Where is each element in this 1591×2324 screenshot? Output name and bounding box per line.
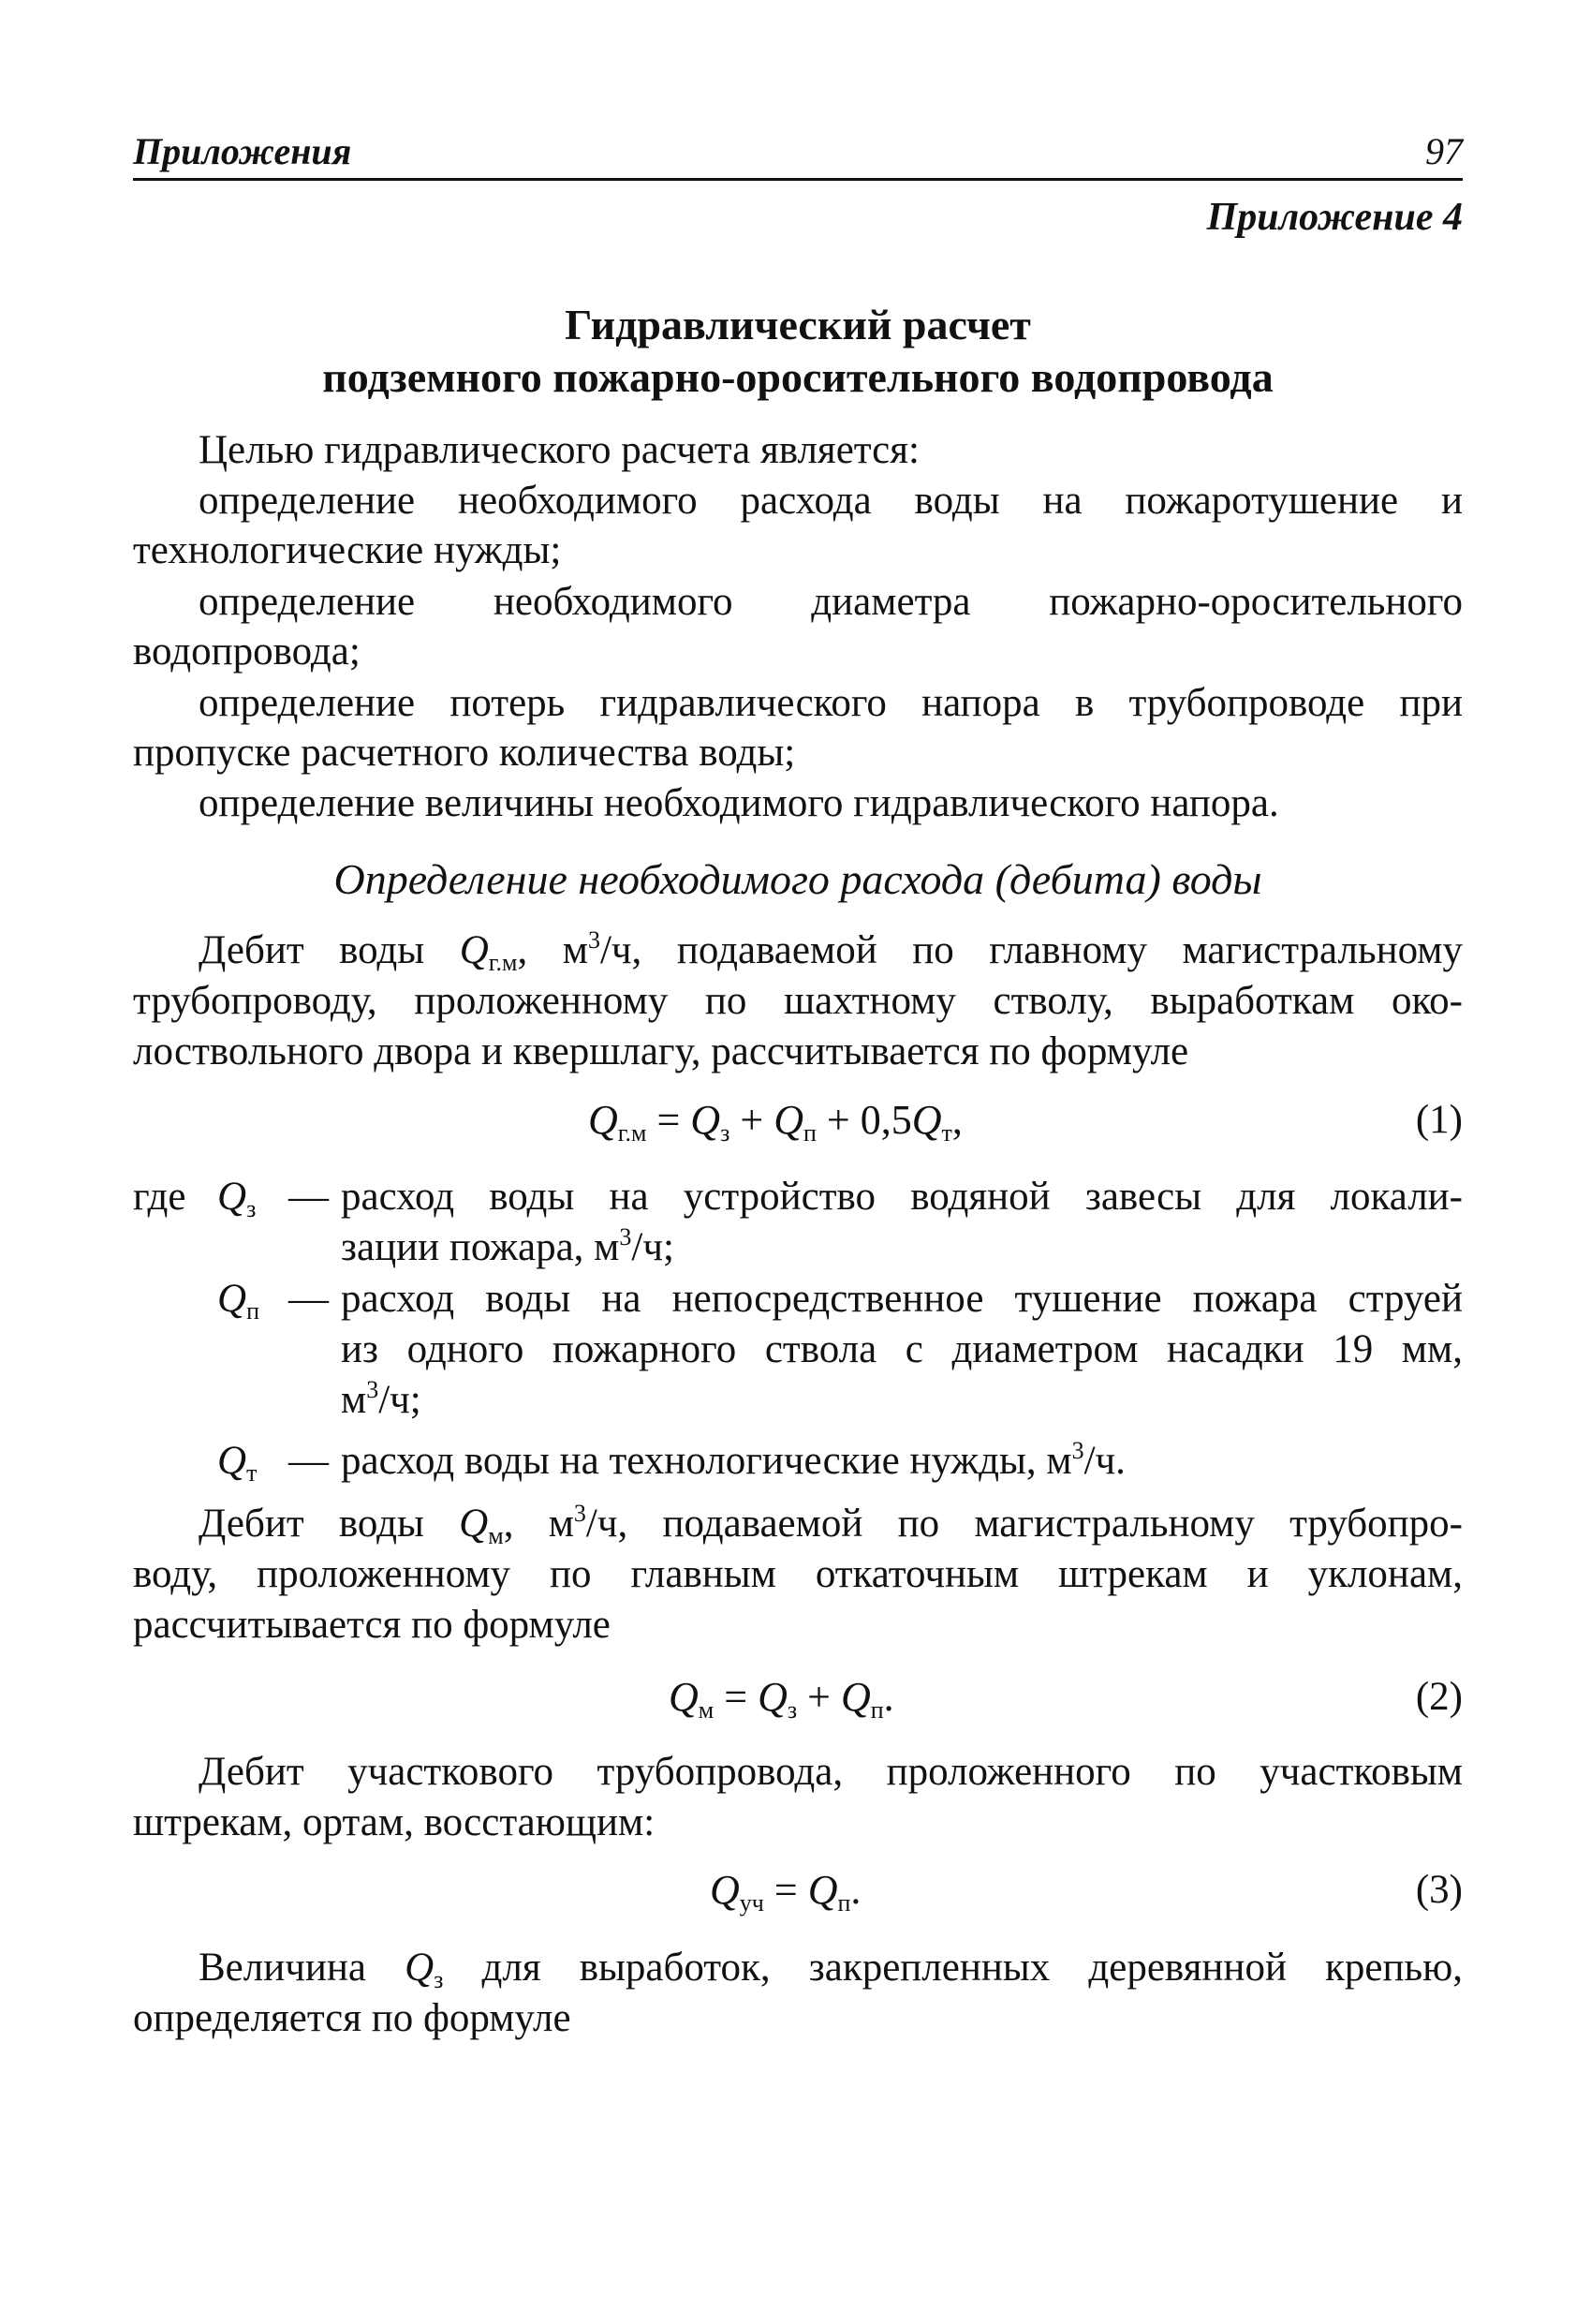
title-line-2: подземного пожарно-оросительного водопровода bbox=[322, 353, 1274, 401]
p1-line-2: трубопроводу, проложенному по шахтному стволу, выработкам око- bbox=[133, 979, 1463, 1023]
formula-3: $Q_{уч} = Q_п$. bbox=[710, 1867, 862, 1917]
symbol-qz: $Q_з$ bbox=[217, 1175, 257, 1222]
dash-qp: — bbox=[288, 1277, 329, 1321]
p1-line-1: Дебит воды $Q_{г.м}$, $м^3/ч$, подаваемой по главному магистральному bbox=[199, 926, 1463, 976]
intro-lead: Целью гидравлического расчета является: bbox=[199, 428, 920, 472]
page-number: 97 bbox=[1425, 130, 1463, 172]
intro-item-2-line-1: определение необходимого диаметра пожарно-оросительного bbox=[199, 580, 1463, 624]
title-line-1: Гидравлический расчет bbox=[565, 301, 1031, 348]
header-rule bbox=[133, 178, 1463, 181]
p2-line-2: воду, проложенному по главным откаточным штрекам и уклонам, bbox=[133, 1552, 1463, 1596]
appendix-label: Приложение 4 bbox=[1206, 196, 1463, 239]
symbol-qt: $Q_т$ bbox=[217, 1439, 258, 1487]
p3-line-1: Дебит участкового трубопровода, проложенного по участковым bbox=[199, 1750, 1463, 1794]
p1-line-3: лоствольного двора и квершлагу, рассчитывается по формуле bbox=[133, 1029, 1189, 1073]
def-qp-line-1: расход воды на непосредственное тушение пожара струей bbox=[341, 1277, 1463, 1321]
section-subheading: Определение необходимого расхода (дебита) воды bbox=[333, 855, 1262, 903]
def-qt-line-1: расход воды на технологические нужды, $м^3/ч$. bbox=[341, 1437, 1126, 1483]
dash-qt: — bbox=[288, 1439, 329, 1483]
p2-line-1: Дебит воды $Q_м$, $м^3/ч$, подаваемой по магистральному трубопро- bbox=[199, 1500, 1463, 1549]
running-header-section: Приложения bbox=[133, 130, 352, 172]
equation-number-2: (2) bbox=[1415, 1675, 1463, 1719]
p4-line-2: определяется по формуле bbox=[133, 1996, 571, 2040]
intro-item-2-line-2: водопровода; bbox=[133, 629, 361, 674]
p2-line-3: рассчитывается по формуле bbox=[133, 1603, 611, 1647]
dash-qz: — bbox=[288, 1175, 329, 1219]
equation-number-3: (3) bbox=[1415, 1868, 1463, 1912]
definitions-where: где bbox=[133, 1175, 186, 1219]
intro-item-3-line-2: пропуске расчетного количества воды; bbox=[133, 731, 796, 775]
def-qp-line-2: из одного пожарного ствола с диаметром насадки 19 мм, bbox=[341, 1327, 1463, 1371]
symbol-qp: $Q_п$ bbox=[217, 1277, 259, 1325]
p4-line-1: Величина $Q_з$ для выработок, закрепленных деревянной крепью, bbox=[199, 1946, 1464, 1993]
equation-number-1: (1) bbox=[1415, 1098, 1463, 1142]
p3-line-2: штрекам, ортам, восстающим: bbox=[133, 1800, 656, 1844]
intro-item-3-line-1: определение потерь гидравлического напора в трубопроводе при bbox=[199, 681, 1463, 725]
def-qz-line-1: расход воды на устройство водяной завесы для локали- bbox=[341, 1175, 1463, 1219]
intro-item-1-line-1: определение необходимого расхода воды на пожаротушение и bbox=[199, 479, 1463, 523]
intro-item-4: определение величины необходимого гидравлического напора. bbox=[199, 781, 1279, 825]
formula-2: $Q_м = Q_з + Q_п$. bbox=[669, 1674, 894, 1724]
formula-1: $Q_{г.м} = Q_з + Q_п + 0,5Q_т$, bbox=[588, 1097, 963, 1147]
def-qz-line-2: зации пожара, $м^3/ч$; bbox=[341, 1223, 674, 1269]
def-qp-line-3: $м^3/ч$; bbox=[341, 1376, 421, 1422]
intro-item-1-line-2: технологические нужды; bbox=[133, 528, 562, 572]
running-header bbox=[133, 129, 1463, 184]
